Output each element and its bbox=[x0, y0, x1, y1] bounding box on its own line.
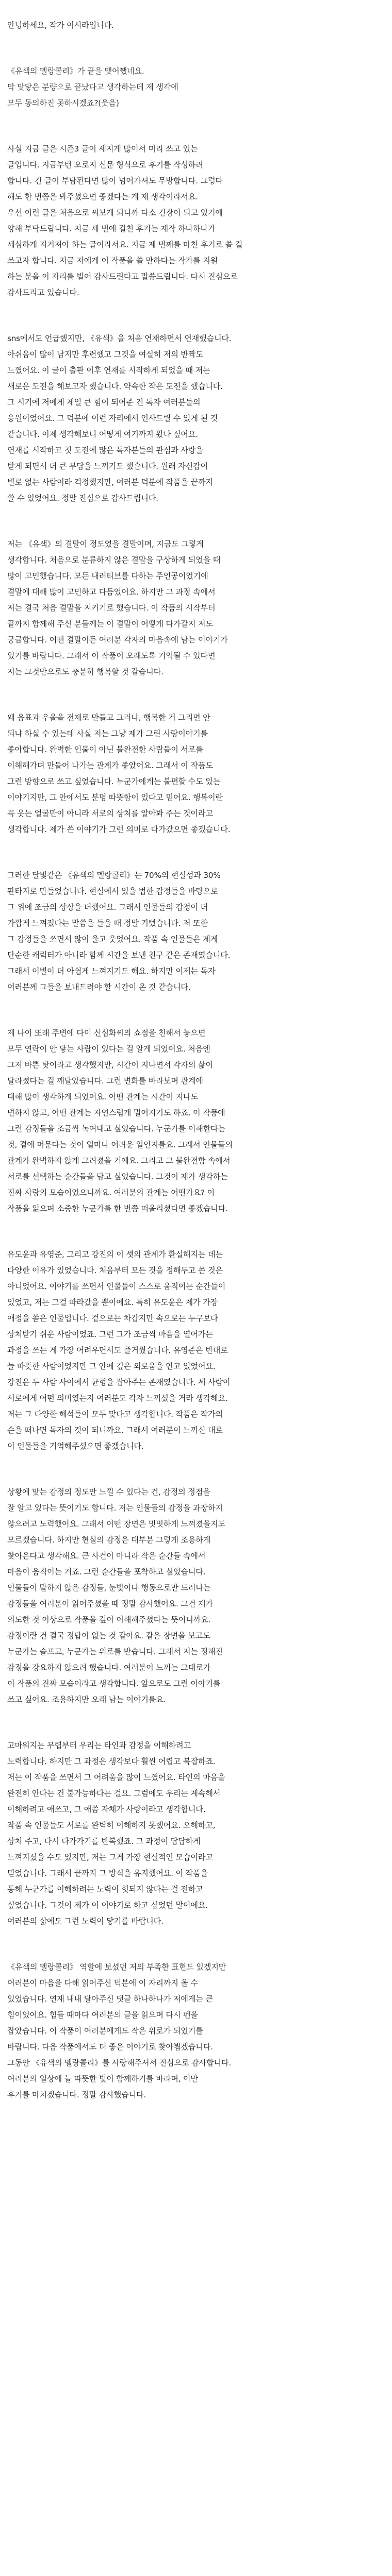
paragraph: 《유색의 멜랑콜리》 역할에 보셨던 저의 부족한 표현도 있겠지만 여러분이 마음을 다해 읽어주신 덕분에 이 자리까지 올 수 있었습니다. 연재 내내 달아주신 댓글 하나하나가 저에게는 큰 힘이었어요. 힘들 때마다 여러분의 글을 읽으며 다시 펜을 잡았습니다. 이 작품이 여러분에게도 작은 위로가 되었기를 바랍니다. 다음 작품에서도 더 좋은 이야기로 찾아뵙겠습니다. 그동안 《유색의 멜랑콜리》를 사랑해주셔서 진심으로 감사합니다. 여러분의 일상에 늘 따뜻한 빛이 함께하기를 바라며, 이만 후기를 마치겠습니다. 정말 감사했습니다. bbox=[7, 1962, 231, 2099]
paragraph: 안녕하세요, 작가 이시라입니다. bbox=[7, 21, 114, 30]
paragraph: sns에서도 언급했지만, 《유색》을 처음 연재하면서 연재했습니다. 아쉬움이 많이 남지만 후련했고 그것을 여실히 저의 반짝도 느꼈어요. 이 글이 출판 이후 연재를 시작하게 되었을 때 저는 새로운 도전을 해보고자 했습니다. 약속한 작은 도전을 했습니다. 그 시기에 저에게 제일 큰 힘이 되어준 건 독자 여러분들의 응원이었어요. 그 덕분에 이런 자리에서 인사드릴 수 있게 된 것 같습니다. 이제 생각해보니 어떻게 여기까지 왔나 싶어요. 연재를 시작하고 첫 도전에 많은 독자분들의 관심과 사랑을 받게 되면서 더 큰 부담을 느끼기도 했습니다. 원래 자신감이 별로 없는 사람이라 걱정했지만, 여러분 덕분에 작품을 끝까지 쓸 수 있었어요. 정말 진심으로 감사드립니다. bbox=[7, 334, 232, 503]
paragraph: 그러한 달빛같은 《유색의 멜랑콜리》는 70%의 현실성과 30% 판타지로 만들었습니다. 현실에서 있을 법한 감정들을 바탕으로 그 위에 조금의 상상을 더했어요. 그래서 인물들의 감정이 더 가깝게 느껴졌다는 말씀을 들을 때 정말 기뻤습니다. 저 또한 그 감정들을 쓰면서 많이 울고 웃었어요. 작품 속 인물들은 제게 단순한 캐릭터가 아니라 함께 시간을 보낸 친구 같은 존재였습니다. 그래서 이별이 더 아쉽게 느껴지기도 해요. 하지만 이제는 독자 여러분께 그들을 보내드려야 할 시간이 온 것 같습니다. bbox=[7, 871, 231, 992]
paragraph: 《유색의 멜랑콜리》가 끝을 맺어쨌네요. 막 맞닿은 분량으로 끝났다고 생각하는데 제 생각에 모두 동의하진 못하시겠죠?(웃음) bbox=[7, 66, 178, 108]
paragraph: 고마워지는 무렵부터 우리는 타인과 감정을 이해하려고 노력합니다. 하지만 그 과정은 생각보다 훨씬 어렵고 복잡하죠. 저는 이 작품을 쓰면서 그 어려움을 많이 느꼈어요. 타인의 마음을 완전히 안다는 건 불가능하다는 걸요. 그럼에도 우리는 계속해서 이해하려고 애쓰고, 그 애씀 자체가 사랑이라고 생각합니다. 작품 속 인물들도 서로를 완벽히 이해하지 못했어요. 오해하고, 상처 주고, 다시 다가가기를 반복했죠. 그 과정이 답답하게 느껴지셨을 수도 있지만, 저는 그게 가장 현실적인 모습이라고 믿었습니다. 그래서 끝까지 그 방식을 유지했어요. 이 작품을 통해 누군가를 이해하려는 노력이 헛되지 않다는 걸 전하고 싶었습니다. 그것이 제가 이 이야기로 하고 싶었던 말이에요. 여러분의 삶에도 그런 노력이 닿기를 바랍니다. bbox=[7, 1741, 225, 1926]
paragraph: 사실 지금 글은 시즌3 글이 세지게 많이서 미리 쓰고 있는 글입니다. 지금부턴 오로지 신문 형식으로 후기를 작성하려 합니다. 긴 글이 부담된다면 많이 넘어가셔도 무방합니다. 그렇다 해도 한 번쯤은 봐주셨으면 좋겠다는 게 제 생각이라서요. 우선 이런 글은 처음으로 써보게 되니까 다소 긴장이 되고 있기에 양해 부탁드립니다. 지금 세 번에 걸친 후기는 제작 하나하나가 세심하게 지켜져야 하는 글이라서요. 지금 제 번째를 마친 후기로 쓸 걸 쓰고자 합니다. 지금 저에게 이 작품을 쓸 만하다는 작가를 지원 하는 분을 이 자리를 빌어 감사드린다고 말씀드립니다. 다시 진심으로 감사드리고 있습니다. bbox=[7, 144, 243, 297]
paragraph: 제 나이 또래 주변에 다이 신심화씨의 쇼점을 친해서 놓으면 모두 연락이 안 닿는 사람이 있다는 걸 알게 되었어요. 처음엔 그저 바쁜 탓이라고 생각했지만, 시간이 지나면서 각자의 삶이 달라졌다는 걸 깨달았습니다. 그런 변화를 바라보며 관계에 대해 많이 생각하게 되었어요. 어떤 관계는 시간이 지나도 변하지 않고, 어떤 관계는 자연스럽게 멀어지기도 하죠. 이 작품에 그런 감정들을 조금씩 녹여내고 싶었습니다. 누군가를 이해한다는 것, 곁에 머문다는 것이 얼마나 어려운 일인지를요. 그래서 인물들의 관계가 완벽하지 않게 그려졌을 거예요. 그리고 그 불완전함 속에서 서로를 선택하는 순간들을 담고 싶었습니다. 그것이 제가 생각하는 진짜 사랑의 모습이었으니까요. 여러분의 관계는 어떤가요? 이 작품을 읽으며 소중한 누군가를 한 번쯤 떠올리셨다면 좋겠습니다. bbox=[7, 1028, 233, 1213]
paragraph: 유도윤과 유영준, 그리고 강진의 이 셋의 관계가 환실해지는 데는 다양한 이유가 있었습니다. 처음부터 모든 것을 정해두고 쓴 것은 아니었어요. 이야기를 쓰면서 인물들이 스스로 움직이는 순간들이 있었고, 저는 그걸 따라갔을 뿐이에요. 특히 유도윤은 제가 가장 애정을 쏟은 인물입니다. 겉으로는 차갑지만 속으로는 누구보다 상처받기 쉬운 사람이었죠. 그런 그가 조금씩 마음을 열어가는 과정을 쓰는 게 가장 어려우면서도 즐거웠습니다. 유영준은 반대로 늘 따뜻한 사람이었지만 그 안에 깊은 외로움을 안고 있었어요. 강진은 두 사람 사이에서 균형을 잡아주는 존재였습니다. 세 사람이 서로에게 어떤 의미였는지 여러분도 각자 느끼셨을 거라 생각해요. 저는 그 다양한 해석들이 모두 맞다고 생각합니다. 작품은 작가의 손을 떠나면 독자의 것이 되니까요. 그래서 여러분이 느끼신 대로 이 인물들을 기억해주셨으면 좋겠습니다. bbox=[7, 1250, 231, 1451]
paragraph: 저는 《유색》의 결말이 정도였을 결말이며, 지금도 그렇게 생각합니다. 처음으로 분류하지 않은 결말을 구상하게 되었을 때 많이 고민했습니다. 모든 내러티브를 다하는 주인공이었기에 결말에 대해 많이 고민하고 다듬었어요. 하지만 그 과정 속에서 저는 결국 처음 결말을 지키기로 했습니다. 이 작품의 시작부터 끝까지 함께해 주신 분들께는 이 결말이 어떻게 다가갈지 저도 궁금합니다. 어떤 결말이든 여러분 각자의 마음속에 남는 이야기가 있기를 바랍니다. 그래서 이 작품이 오래도록 기억될 수 있다면 저는 그것만으로도 충분히 행복할 것 같습니다. bbox=[7, 539, 228, 676]
paragraph: 왜 음표과 우울을 전제로 만들고 그러냐, 행복한 거 그리면 안 되냐 하실 수 있는데 사실 저는 그냥 제가 그린 사랑이야기를 좋아합니다. 완벽한 인물이 아닌 불완전한 사람들이 서로를 이해해가며 만들어 나가는 관계가 좋았어요. 그래서 이 작품도 그런 방향으로 쓰고 싶었습니다. 누군가에게는 불편할 수도 있는 이야기지만, 그 안에서도 분명 따뜻함이 있다고 믿어요. 행복이란 꼭 웃는 얼굴만이 아니라 서로의 상처를 알아봐 주는 것이라고 생각합니다. 제가 쓴 이야기가 그런 의미로 다가갔으면 좋겠습니다. bbox=[7, 713, 231, 834]
paragraph: 상황에 맞는 감정의 정도만 느낄 수 있다는 건, 감정의 정점을 잘 알고 있다는 뜻이기도 합니다. 저는 인물들의 감정을 과장하지 않으려고 노력했어요. 그래서 어떤 장면은 밋밋하게 느껴졌을지도 모르겠습니다. 하지만 현실의 감정은 대부분 그렇게 조용하게 찾아온다고 생각해요. 큰 사건이 아니라 작은 순간들 속에서 마음이 움직이는 거죠. 그런 순간들을 포착하고 싶었습니다. 인물들이 말하지 않은 감정들, 눈빛이나 행동으로만 드러나는 감정들을 여러분이 읽어주셨을 때 정말 감사했어요. 그건 제가 의도한 것 이상으로 작품을 깊이 이해해주셨다는 뜻이니까요. 감정이란 건 결국 정답이 없는 것 같아요. 같은 장면을 보고도 누군가는 슬프고, 누군가는 위로를 받습니다. 그래서 저는 정해진 감정을 강요하지 않으려 했습니다. 여러분이 느끼는 그대로가 이 작품의 진짜 모습이라고 생각합니다. 앞으로도 그런 이야기를 쓰고 싶어요. 조용하지만 오래 남는 이야기를요. bbox=[7, 1487, 226, 1704]
